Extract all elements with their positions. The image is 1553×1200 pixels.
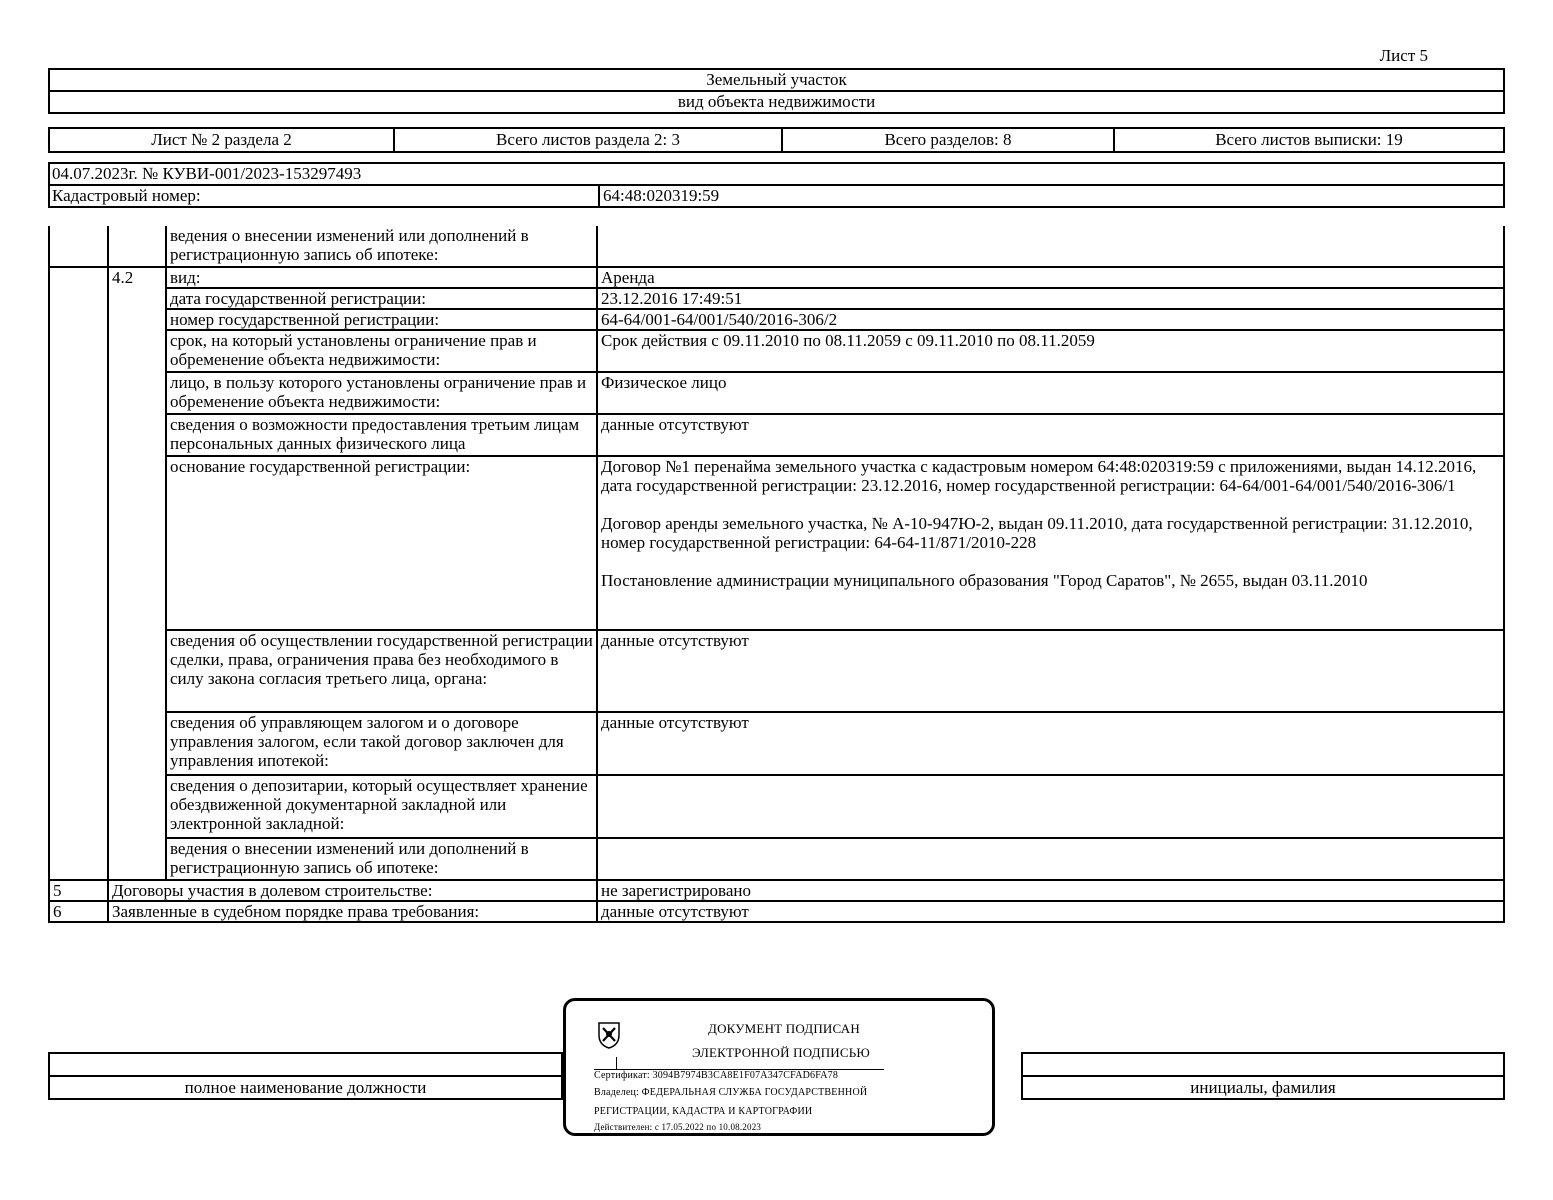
- field-value: данные отсутствуют: [597, 901, 1504, 922]
- field-label: основание государственной регистрации:: [166, 456, 597, 630]
- object-type-table: [48, 68, 1505, 114]
- field-value: [597, 838, 1504, 880]
- field-value: не зарегистрировано: [597, 880, 1504, 901]
- table-row: [49, 226, 1504, 267]
- field-label: сведения о возможности предоставления третьим лицам персональных данных физического лица: [166, 414, 597, 456]
- field-label: лицо, в пользу которого установлены ограничение прав и обременение объекта недвижимости:: [166, 372, 597, 414]
- basis-document: Постановление администрации муниципального образования "Город Саратов", № 2655, выдан 03.11.2010: [601, 571, 1368, 590]
- total-extract-sheets: Всего листов выписки: 19: [1114, 128, 1504, 152]
- field-label: сведения об осуществлении государственной регистрации сделки, права, ограничения права без необходимого в силу закона согласия третьего лица, органа:: [166, 630, 597, 712]
- table-row: [49, 372, 1504, 414]
- total-section-sheets: Всего листов раздела 2: 3: [394, 128, 782, 152]
- stamp-title: ДОКУМЕНТ ПОДПИСАН: [708, 1021, 860, 1036]
- field-value: данные отсутствуют: [597, 630, 1504, 712]
- object-type: Земельный участок: [49, 69, 1504, 91]
- field-label: Договоры участия в долевом строительстве:: [108, 880, 597, 901]
- table-row: [49, 456, 1504, 630]
- table-row: [49, 267, 1504, 288]
- name-field: [1022, 1053, 1504, 1076]
- name-caption: инициалы, фамилия: [1022, 1076, 1504, 1099]
- stamp-certificate: Сертификат: 3094B7974B3CA8E1F07A347CFAD6FA78: [594, 1069, 884, 1081]
- sheet-no: Лист № 2 раздела 2: [49, 128, 394, 152]
- field-label: дата государственной регистрации:: [166, 288, 597, 309]
- table-row: [49, 330, 1504, 372]
- table-row: [49, 775, 1504, 838]
- extract-date-number: 04.07.2023г. № КУВИ-001/2023-153297493: [49, 163, 1504, 185]
- object-type-caption: вид объекта недвижимости: [49, 91, 1504, 113]
- field-label: Заявленные в судебном порядке права требования:: [108, 901, 597, 922]
- subnum-cell: [108, 226, 166, 267]
- field-value: Аренда: [597, 267, 1504, 288]
- table-row: [49, 901, 1504, 922]
- cadastral-label: Кадастровый номер:: [49, 185, 599, 207]
- field-value: данные отсутствуют: [597, 414, 1504, 456]
- field-value: 64-64/001-64/001/540/2016-306/2: [597, 309, 1504, 330]
- stamp-subtitle: ЭЛЕКТРОННОЙ ПОДПИСЬЮ: [692, 1045, 870, 1060]
- num-cell: [49, 267, 108, 880]
- field-value: [597, 775, 1504, 838]
- sheet-number: Лист 5: [1379, 46, 1428, 65]
- table-row: [49, 309, 1504, 330]
- basis-document: Договор №1 перенайма земельного участка с кадастровым номером 64:48:020319:59 с приложениями, выдан 14.12.2016, дата государственной регистрации: 23.12.2016, номер государственной регистрации: 64-64/001-64/001/540/2016-306/1: [601, 457, 1477, 495]
- table-row: [49, 414, 1504, 456]
- item-number: 5: [49, 880, 108, 901]
- encumbrance-table: [48, 226, 1505, 923]
- extract-info-table: [48, 162, 1505, 208]
- sheet-info-table: [48, 127, 1505, 153]
- position-caption: полное наименование должности: [49, 1076, 562, 1099]
- num-cell: [49, 226, 108, 267]
- field-value: [597, 456, 1504, 630]
- table-row: [49, 712, 1504, 775]
- position-field: [49, 1053, 562, 1076]
- stamp-validity: Действителен: с 17.05.2022 по 10.08.2023: [594, 1122, 762, 1132]
- field-value: данные отсутствуют: [597, 712, 1504, 775]
- cadastral-value: 64:48:020319:59: [599, 185, 1504, 207]
- total-sections: Всего разделов: 8: [782, 128, 1114, 152]
- field-value: Срок действия с 09.11.2010 по 08.11.2059 с 09.11.2010 по 08.11.2059: [597, 330, 1504, 372]
- table-row: [49, 288, 1504, 309]
- stamp-owner: Владелец: ФЕДЕРАЛЬНАЯ СЛУЖБА ГОСУДАРСТВЕННОЙ: [594, 1087, 868, 1098]
- item-number: 6: [49, 901, 108, 922]
- electronic-signature-stamp: [563, 998, 995, 1136]
- table-row: [49, 880, 1504, 901]
- field-value: 23.12.2016 17:49:51: [597, 288, 1504, 309]
- field-label: номер государственной регистрации:: [166, 309, 597, 330]
- field-value: [597, 226, 1504, 267]
- field-label: ведения о внесении изменений или дополнений в регистрационную запись об ипотеке:: [166, 838, 597, 880]
- field-label: сведения о депозитарии, который осуществляет хранение обездвиженной документарной закладной или электронной закладной:: [166, 775, 597, 838]
- basis-document: Договор аренды земельного участка, № А-10-947Ю-2, выдан 09.11.2010, дата государственной регистрации: 31.12.2010, номер государственной регистрации: 64-64-11/871/2010-228: [601, 514, 1473, 552]
- field-label: сведения об управляющем залогом и о договоре управления залогом, если такой договор заключен для управления ипотекой:: [166, 712, 597, 775]
- field-label: ведения о внесении изменений или дополнений в регистрационную запись об ипотеке:: [166, 226, 597, 267]
- field-value: Физическое лицо: [597, 372, 1504, 414]
- coat-of-arms-icon: [596, 1019, 622, 1049]
- item-number: 4.2: [108, 267, 166, 880]
- field-label: срок, на который установлены ограничение прав и обременение объекта недвижимости:: [166, 330, 597, 372]
- table-row: [49, 630, 1504, 712]
- field-label: вид:: [166, 267, 597, 288]
- table-row: [49, 838, 1504, 880]
- stamp-owner-continued: РЕГИСТРАЦИИ, КАДАСТРА И КАРТОГРАФИИ: [594, 1106, 813, 1117]
